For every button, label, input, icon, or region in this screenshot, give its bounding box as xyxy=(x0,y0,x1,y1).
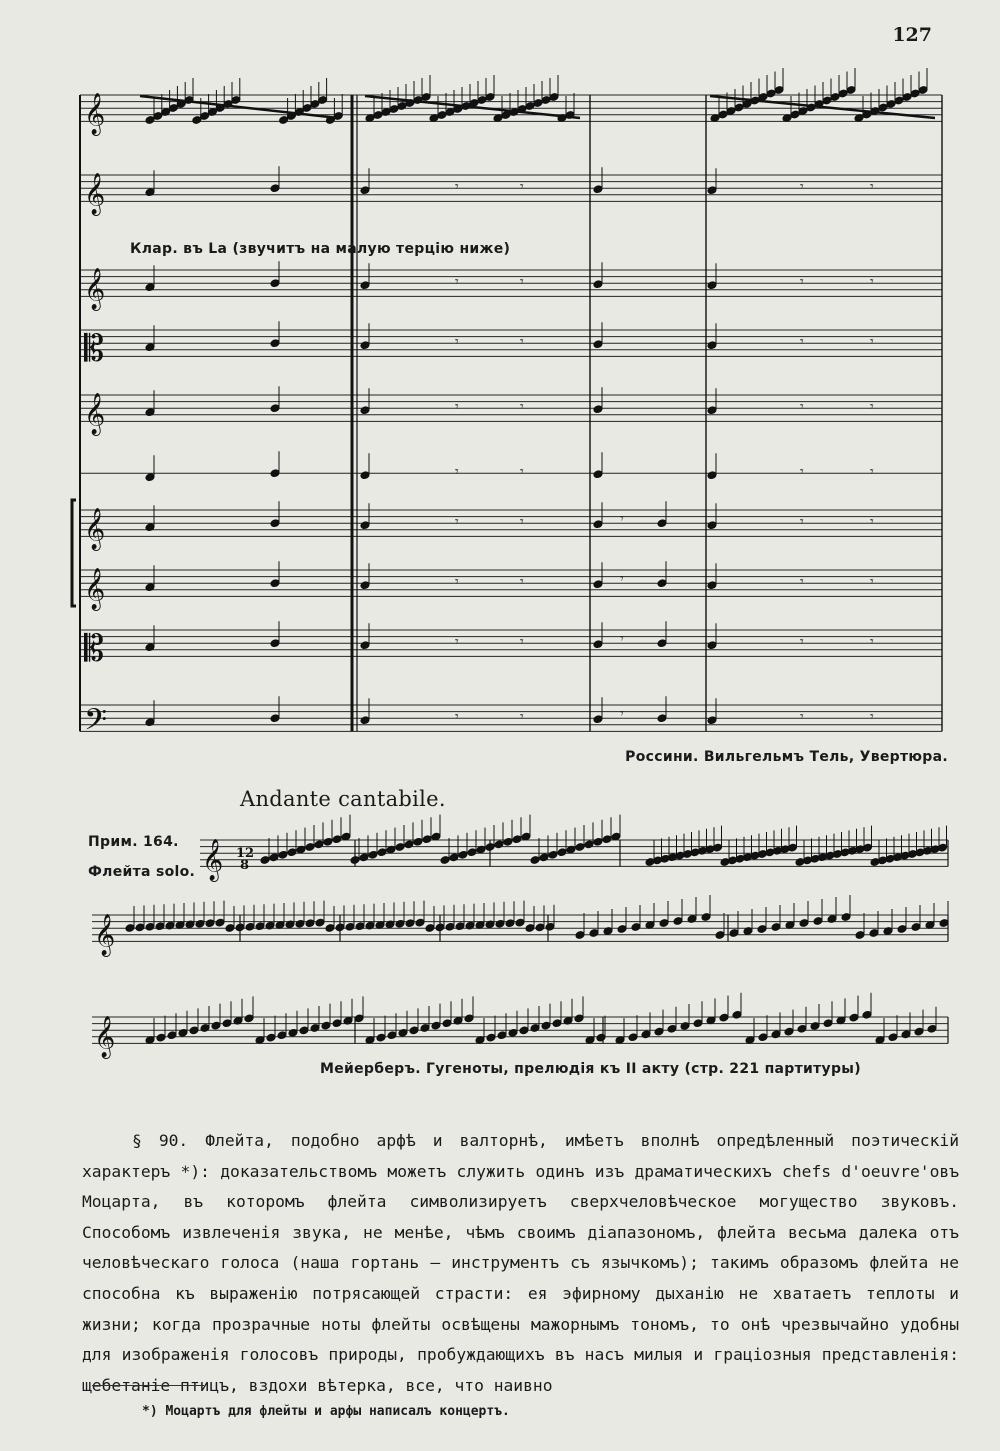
clef-icon: 𝄞 xyxy=(84,568,106,610)
rest-icon: 𝄾 xyxy=(455,179,459,196)
rest-icon: 𝄾 xyxy=(800,709,804,726)
clef-icon: 𝄞 xyxy=(84,508,106,550)
main-paragraph xyxy=(82,1126,959,1401)
rest-icon: 𝄾 xyxy=(620,631,624,648)
rest-icon: 𝄾 xyxy=(520,334,524,351)
rest-icon: 𝄾 xyxy=(520,274,524,291)
clef-icon: 𝄞 xyxy=(94,914,116,956)
rest-icon: 𝄾 xyxy=(800,334,804,351)
clef-icon: 𝄡 xyxy=(84,628,105,670)
rest-icon: 𝄾 xyxy=(800,179,804,196)
rest-icon: 𝄾 xyxy=(800,634,804,651)
paragraph-text: § 90. Флейта, подобно арфѣ и валторнѣ, имѣетъ вполнѣ опредѣленный поэтическій характеръ *): доказательствомъ можетъ служить одинъ изъ драматическихъ chefs d'oeuvre'овъ Моцарта, въ которомъ флейта символизируетъ сверхчеловѣческое могущество звуковъ. Способомъ извлеченія звука, не менѣе, чѣмъ своимъ діапазономъ, флейта весьма далека отъ человѣческаго голоса (наша гортань — инструментъ съ язычкомъ); такимъ образомъ флейта не способна къ выраженію потрясающей страсти: ея эфирному дыханію не хватаетъ теплоты и жизни; когда прозрачные ноты флейты освѣщены мажорнымъ тономъ, то онѣ чрезвычайно удобны для изображенія голосовъ природы, пробуждающихъ въ насъ милыя и граціозныя представленія: щебетаніе птицъ, вздохи вѣтерка, все, что наивно xyxy=(82,1131,959,1395)
clef-icon: 𝄞 xyxy=(84,173,106,215)
rest-icon: 𝄾 xyxy=(870,634,874,651)
rest-icon: 𝄾 xyxy=(870,709,874,726)
rest-icon: 𝄾 xyxy=(870,274,874,291)
rest-icon: 𝄾 xyxy=(800,514,804,531)
rest-icon: 𝄾 xyxy=(455,634,459,651)
rest-icon: 𝄾 xyxy=(455,574,459,591)
rest-icon: 𝄾 xyxy=(620,706,624,723)
rest-icon: 𝄾 xyxy=(455,464,459,481)
rest-icon: 𝄾 xyxy=(520,514,524,531)
brace-icon xyxy=(72,500,76,606)
clef-icon: 𝄢 xyxy=(84,703,108,745)
rest-icon: 𝄾 xyxy=(520,464,524,481)
rest-icon: 𝄾 xyxy=(520,399,524,416)
clef-icon: 𝄞 xyxy=(94,1016,116,1058)
page-number: 127 xyxy=(892,24,932,46)
rest-icon: 𝄾 xyxy=(455,514,459,531)
footnote: *) Моцартъ для флейты и арфы написалъ концертъ. xyxy=(142,1404,510,1419)
rest-icon: 𝄾 xyxy=(800,464,804,481)
clarinet-caption: Клар. въ La (звучитъ на малую терцію ниже) xyxy=(130,241,511,257)
footnote-rule xyxy=(92,1385,204,1386)
rest-icon: 𝄾 xyxy=(870,334,874,351)
rest-icon: 𝄾 xyxy=(800,399,804,416)
example-instrument: Флейта solo. xyxy=(88,864,196,880)
rest-icon: 𝄾 xyxy=(800,274,804,291)
rest-icon: 𝄾 xyxy=(520,634,524,651)
tempo-marking: Andante cantabile. xyxy=(240,787,446,811)
time-signature: 12 xyxy=(236,846,255,861)
time-signature: 8 xyxy=(240,858,250,873)
rest-icon: 𝄾 xyxy=(870,399,874,416)
clef-icon: 𝄞 xyxy=(84,393,106,435)
rossini-attribution: Россини. Вильгельмъ Тель, Увертюра. xyxy=(625,749,948,765)
meyerbeer-attribution: Мейерберъ. Гугеноты, прелюдія къ II акту (стр. 221 партитуры) xyxy=(320,1061,861,1077)
clef-icon: 𝄞 xyxy=(84,93,106,135)
rest-icon: 𝄾 xyxy=(455,274,459,291)
rest-icon: 𝄾 xyxy=(870,464,874,481)
rest-icon: 𝄾 xyxy=(800,574,804,591)
rest-icon: 𝄾 xyxy=(520,179,524,196)
clef-icon: 𝄞 xyxy=(84,268,106,310)
rest-icon: 𝄾 xyxy=(620,511,624,528)
rest-icon: 𝄾 xyxy=(870,179,874,196)
rest-icon: 𝄾 xyxy=(455,334,459,351)
rest-icon: 𝄾 xyxy=(870,514,874,531)
rest-icon: 𝄾 xyxy=(455,399,459,416)
example-number: Прим. 164. xyxy=(88,834,179,850)
rest-icon: 𝄾 xyxy=(455,709,459,726)
rest-icon: 𝄾 xyxy=(520,574,524,591)
rest-icon: 𝄾 xyxy=(870,574,874,591)
rest-icon: 𝄾 xyxy=(620,571,624,588)
rest-icon: 𝄾 xyxy=(520,709,524,726)
clef-icon: 𝄞 xyxy=(202,839,224,881)
clef-icon: 𝄡 xyxy=(84,328,105,370)
